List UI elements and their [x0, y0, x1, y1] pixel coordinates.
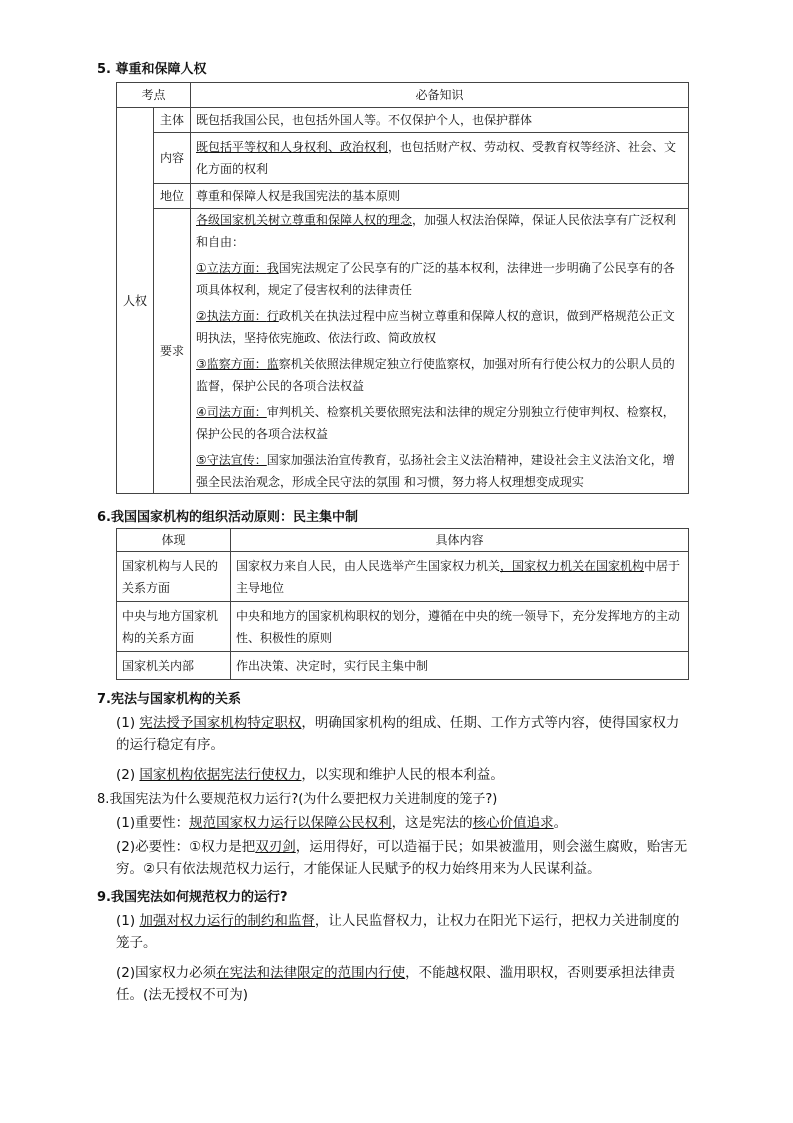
- underlined-text: 既包括平等权和人身权利、政治权利: [196, 140, 389, 154]
- item-lead-u: 行: [266, 309, 279, 323]
- text: ，也包括财产权、劳动权、受教育权等经济、社会、文化方面的权利: [196, 140, 677, 176]
- row-label: 国家机构与人民的关系方面: [117, 552, 231, 602]
- text: (2)国家权力必须: [116, 965, 217, 981]
- text: 国家权力来自人民，由人民选举产生国家权力机关: [236, 558, 501, 573]
- requirement-item: [196, 353, 683, 397]
- requirement-item: [196, 401, 683, 445]
- text: 。: [553, 815, 568, 831]
- row-label: 中央与地方国家机构的关系方面: [117, 602, 231, 652]
- row-label-neirong: 内容: [154, 133, 191, 184]
- row-label: 国家机关内部: [117, 652, 231, 680]
- section-5-heading: 5. 尊重和保障人权: [97, 62, 207, 77]
- row-label-diwei: 地位: [154, 184, 191, 209]
- item-lead-u: 我: [266, 261, 279, 275]
- human-rights-table: [116, 82, 689, 494]
- text: (1): [116, 913, 140, 929]
- requirement-item: [196, 257, 683, 301]
- text: (2): [116, 767, 140, 783]
- text: (2)必要性：①权力是把: [116, 839, 256, 855]
- underlined-text: 宪法授予国家机构特定职权: [139, 715, 302, 731]
- section-7-p2: [116, 764, 688, 786]
- section-6-heading: 6.我国国家机构的组织活动原则：民主集中制: [97, 510, 358, 525]
- row-label-yaoqiu: 要求: [154, 209, 191, 494]
- underlined-text: 核心价值追求: [472, 815, 554, 831]
- item-lead: ④司法方面：: [196, 405, 267, 419]
- col-header-tixian: 体现: [117, 529, 231, 552]
- underlined-text: ，国家权力机关在国家机构: [500, 558, 645, 573]
- underlined-text: 加强对权力运行的制约和监督: [139, 913, 315, 929]
- row-text: 中央和地方的国家机构职权的划分，遵循在中央的统一领导下，充分发挥地方的主动性、积极性的原则: [231, 602, 689, 652]
- section-7-heading: 7.宪法与国家机构的关系: [97, 692, 241, 707]
- row-text-yaoqiu: [191, 209, 689, 494]
- section-9-p1: [116, 910, 688, 954]
- requirement-item: [196, 449, 683, 493]
- section-7-p1: [116, 712, 688, 756]
- underlined-text: 规范国家权力运行以保障公民权利: [189, 815, 392, 831]
- section-8-p1: [116, 812, 688, 834]
- text: ，明确国家机构的组成、任期、工作方式等内容，使得国家权力的运行稳定有序。: [116, 715, 680, 753]
- text: ，让人民监督权力，让权力在阳光下运行，把权力关进制度的笼子。: [116, 913, 680, 951]
- row-header-renquan: 人权: [117, 108, 154, 494]
- text: (1)重要性：: [116, 815, 190, 831]
- item-text: 国家加强法治宣传教育，弘扬社会主义法治精神，建设社会主义法治文化，增强全民法治观念，形成全民守法的氛围 和习惯，努力将人权理想变成现实: [196, 453, 675, 489]
- underlined-text: 国家机构依据宪法行使权力: [139, 767, 302, 783]
- row-text-zhuti: 既包括我国公民，也包括外国人等。不仅保护个人，也保护群体: [191, 108, 689, 133]
- item-text: 国宪法规定了公民享有的广泛的基本权利，法律进一步明确了公民享有的各项具体权利，规定了侵害权利的法律责任: [196, 261, 675, 297]
- col-header-neirong: 具体内容: [231, 529, 689, 552]
- row-text: 作出决策、决定时，实行民主集中制: [231, 652, 689, 680]
- text: ，加强人权法治保障，保证人民依法享有广泛权利和自由：: [196, 213, 677, 249]
- row-text-neirong: [191, 133, 689, 184]
- text: 中居于主导地位: [236, 558, 681, 595]
- underlined-text: 各级国家机关树立尊重和保障人权的理念: [196, 213, 413, 227]
- item-lead: ①立法方面：: [196, 261, 267, 275]
- item-lead: ③监察方面：: [196, 357, 267, 371]
- row-label-zhuti: 主体: [154, 108, 191, 133]
- section-9-heading: 9.我国宪法如何规范权力的运行?: [97, 890, 288, 905]
- row-text-diwei: 尊重和保障人权是我国宪法的基本原则: [191, 184, 689, 209]
- text: (1): [116, 715, 140, 731]
- text: ，以实现和维护人民的根本利益。: [301, 767, 504, 783]
- item-lead-u: 监: [266, 357, 279, 371]
- section-9-p2: [116, 962, 688, 1006]
- section-8-p2: [116, 836, 688, 880]
- item-text: 政机关在执法过程中应当树立尊重和保障人权的意识，做到严格规范公正文明执法，坚持依宪施政、依法行政、简政放权: [196, 309, 675, 345]
- col-header-bibei: 必备知识: [191, 83, 689, 108]
- item-text: 察机关依照法律规定独立行使监察权，加强对所有行使公权力的公职人员的监督，保护公民的各项合法权益: [196, 357, 675, 393]
- row-text: [231, 552, 689, 602]
- item-lead: ⑤守法宣传：: [196, 453, 267, 467]
- text: ，这是宪法的: [391, 815, 473, 831]
- requirement-item: [196, 305, 683, 349]
- underlined-text: 在宪法和法律限定的范围内行使: [216, 965, 406, 981]
- col-header-kaodian: 考点: [117, 83, 191, 108]
- text: ，运用得好，可以造福于民；如果被滥用，则会滋生腐败，贻害无穷。②只有依法规范权力运行，才能保证人民赋予的权力始终用来为人民谋利益。: [116, 839, 688, 877]
- underlined-text: 双刃剑: [255, 839, 296, 855]
- democratic-centralism-table: [116, 528, 689, 680]
- text: ，不能越权限、滥用职权，否则要承担法律责任。(法无授权不可为): [116, 965, 676, 1003]
- item-text: 审判机关、检察机关要依照宪法和法律的规定分别独立行使审判权、检察权，保护公民的各项合法权益: [196, 405, 675, 441]
- section-8-heading: 8.我国宪法为什么要规范权力运行?(为什么要把权力关进制度的笼子?): [97, 792, 498, 807]
- item-lead: ②执法方面：: [196, 309, 267, 323]
